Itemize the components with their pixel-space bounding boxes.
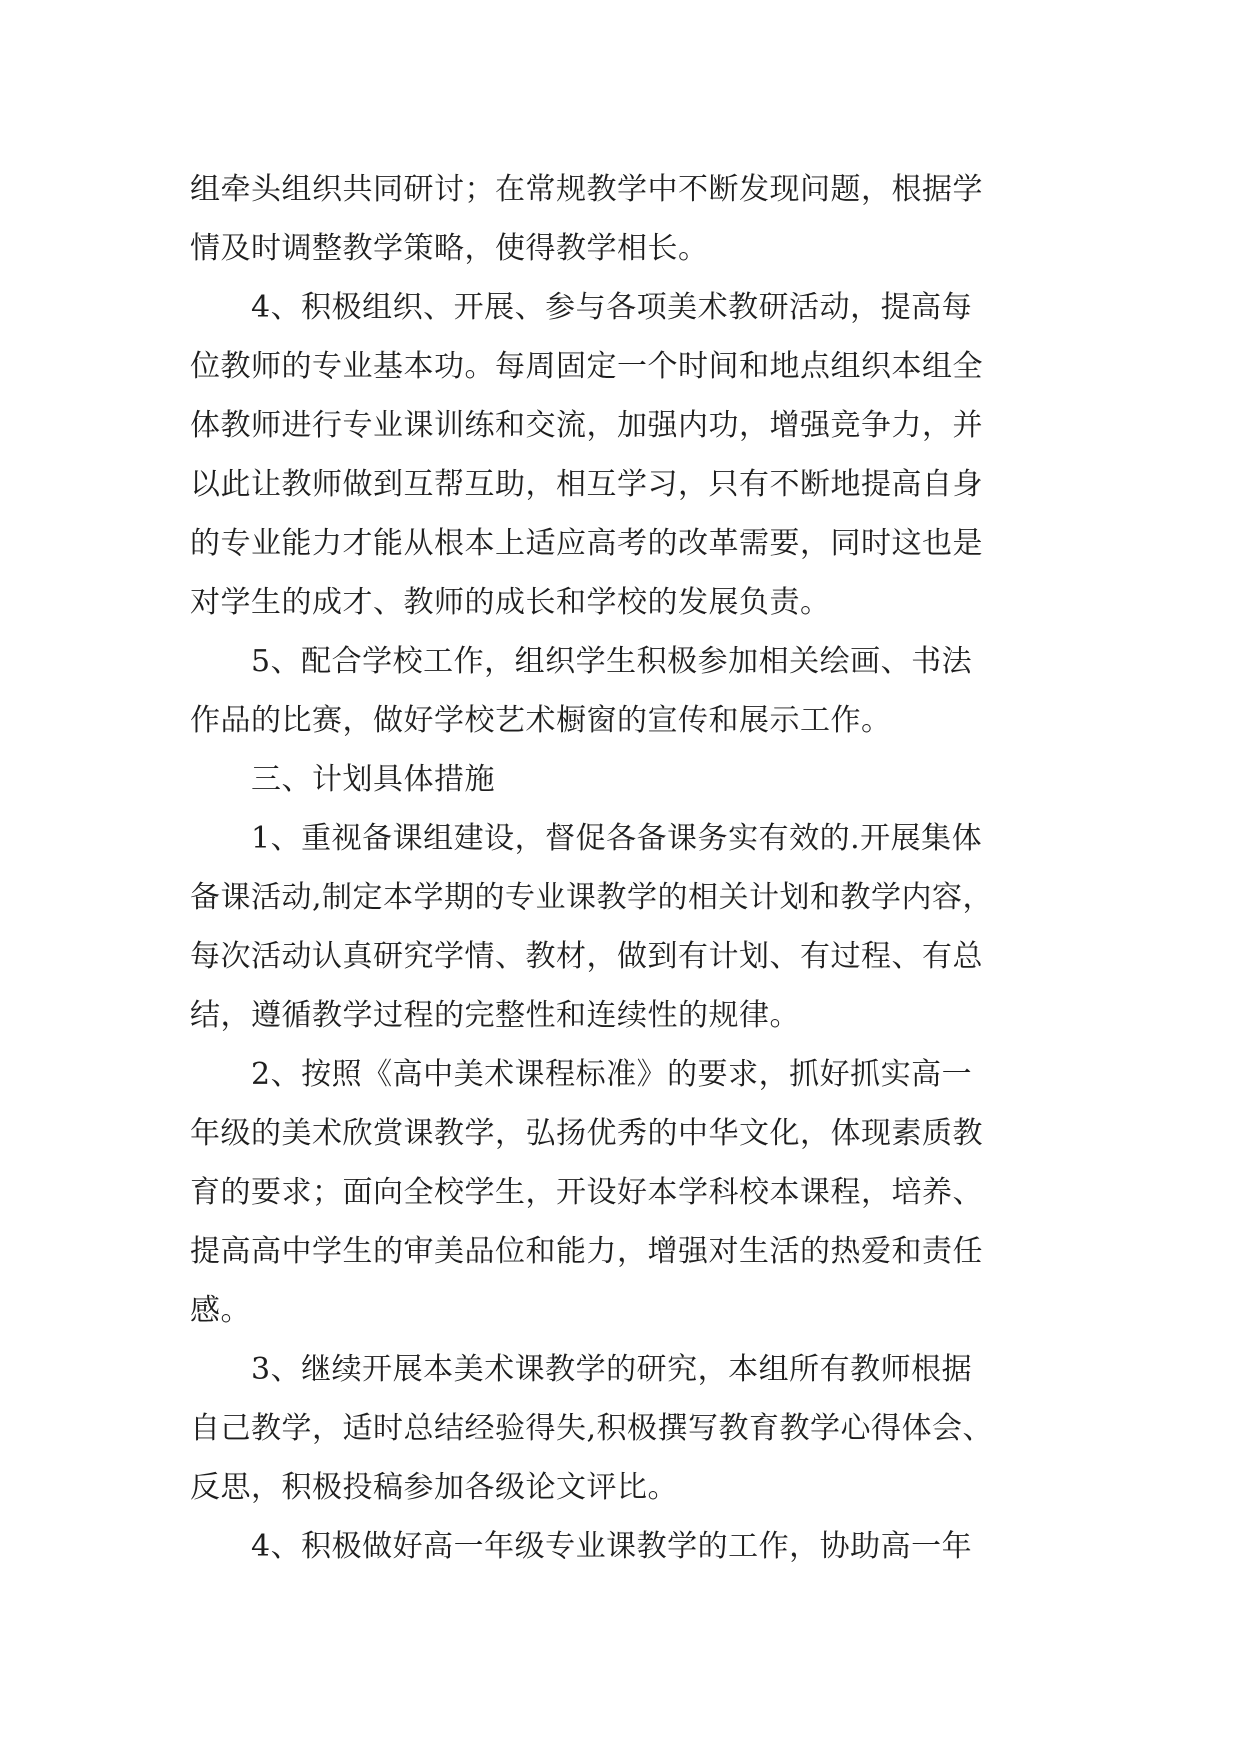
paragraph-start-line: 4、积极做好高一年级专业课教学的工作，协助高一年 <box>251 1529 973 1564</box>
text-line: 体教师进行专业课训练和交流，加强内功，增强竞争力，并 <box>190 408 983 443</box>
text-line: 组牵头组织共同研讨；在常规教学中不断发现问题，根据学 <box>190 172 983 207</box>
text-line: 对学生的成才、教师的成长和学校的发展负责。 <box>190 585 831 620</box>
document-body <box>190 160 1050 1576</box>
text-line: 年级的美术欣赏课教学，弘扬优秀的中华文化，体现素质教 <box>190 1116 983 1151</box>
text-line: 反思，积极投稿参加各级论文评比。 <box>190 1470 678 1505</box>
text-line: 备课活动,制定本学期的专业课教学的相关计划和教学内容， <box>190 880 994 915</box>
paragraph-start-line: 3、继续开展本美术课教学的研究，本组所有教师根据 <box>251 1352 973 1387</box>
text-line: 作品的比赛，做好学校艺术橱窗的宣传和展示工作。 <box>190 703 892 738</box>
paragraph-start-line: 2、按照《高中美术课程标准》的要求，抓好抓实高一 <box>251 1057 973 1092</box>
text-line: 自己教学，适时总结经验得失,积极撰写教育教学心得体会、 <box>190 1411 994 1446</box>
text-line: 每次活动认真研究学情、教材，做到有计划、有过程、有总 <box>190 939 983 974</box>
paragraph-start-line: 5、配合学校工作，组织学生积极参加相关绘画、书法 <box>251 644 973 679</box>
text-line: 的专业能力才能从根本上适应高考的改革需要，同时这也是 <box>190 526 983 561</box>
paragraph-start-line: 1、重视备课组建设，督促各备课务实有效的.开展集体 <box>251 821 983 856</box>
text-line: 育的要求；面向全校学生，开设好本学科校本课程，培养、 <box>190 1175 983 1210</box>
paragraph-start-line: 4、积极组织、开展、参与各项美术教研活动，提高每 <box>251 290 973 325</box>
text-line: 提高高中学生的审美品位和能力，增强对生活的热爱和责任 <box>190 1234 983 1269</box>
text-line: 位教师的专业基本功。每周固定一个时间和地点组织本组全 <box>190 349 983 384</box>
text-line: 结，遵循教学过程的完整性和连续性的规律。 <box>190 998 800 1033</box>
text-line: 感。 <box>190 1293 251 1328</box>
text-line: 以此让教师做到互帮互助，相互学习，只有不断地提高自身 <box>190 467 983 502</box>
text-line: 情及时调整教学策略，使得教学相长。 <box>190 231 709 266</box>
section-heading: 三、计划具体措施 <box>251 762 495 797</box>
